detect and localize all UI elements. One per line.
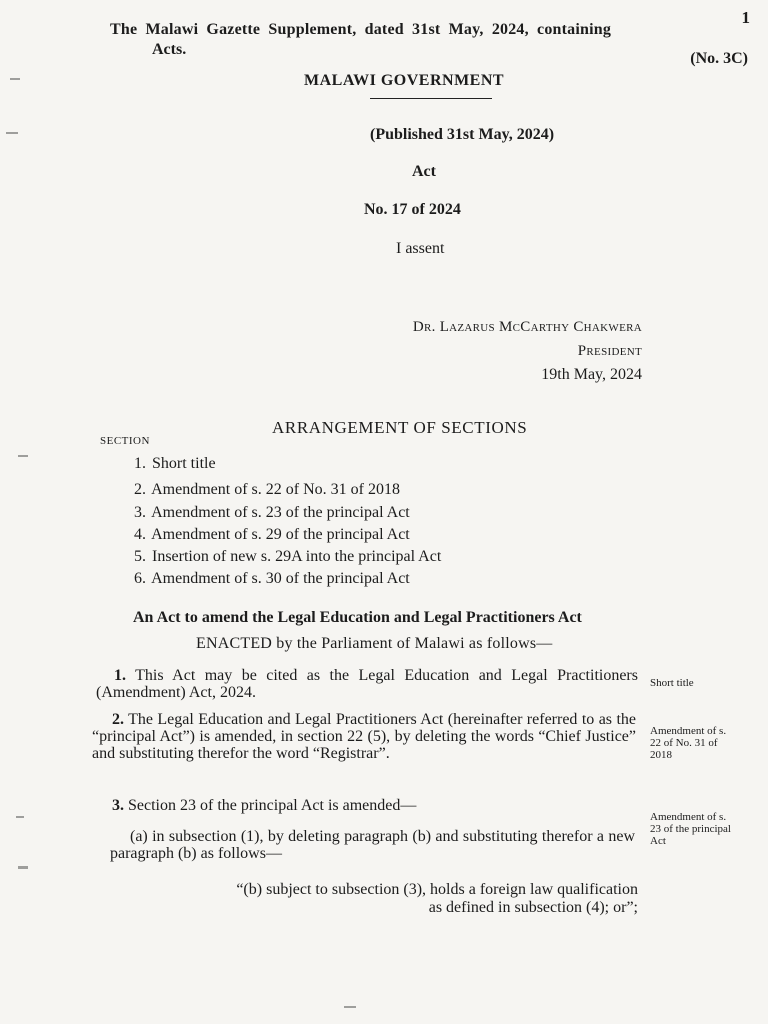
gazette-header-line-1: The Malawi Gazette Supplement, dated 31st May, 2024, containing [110,21,612,38]
toc-item-number: 6. [134,570,146,587]
scan-speck [18,866,28,869]
section-1-margin-note: Short title [650,677,694,689]
toc-item [112,481,400,499]
section-2-margin-note: Amendment of s. 22 of No. 31 of 2018 [650,725,727,761]
toc-item-text: Insertion of new s. 29A into the principal Act [152,548,442,565]
gazette-header-line-2: Acts. [152,41,187,58]
assent-text: I assent [396,240,445,257]
section-1-text: This Act may be cited as the Legal Education and Legal Practitioners (Amendment) Act, 2024. [96,667,638,701]
toc-item-number: 4. [134,526,146,543]
toc-item-number: 1. [134,455,146,472]
scan-speck [10,78,20,80]
toc-item [112,570,410,588]
toc-item-number: 3. [134,504,146,521]
toc-item [112,526,410,544]
toc-item-text: Amendment of s. 29 of the principal Act [151,526,410,543]
publication-date: (Published 31st May, 2024) [370,126,555,143]
long-title: An Act to amend the Legal Education and Legal Practitioners Act [133,609,582,626]
heading-rule [370,98,492,99]
section-1-number: 1. [114,667,126,684]
signatory-title: President [577,343,642,359]
toc-item [112,548,441,566]
act-number: No. 17 of 2024 [364,201,461,218]
toc-item [112,504,410,522]
government-heading: MALAWI GOVERNMENT [304,72,505,89]
section-2-text: The Legal Education and Legal Practitioners Act (hereinafter referred to as the “principal Act”) is amended, in section 22 (5), by deleting the words “Chief Justice” and substituting therefor the word “Registrar”. [92,711,636,762]
scan-speck [6,132,18,134]
enacting-formula: ENACTED by the Parliament of Malawi as follows— [196,635,553,652]
gazette-number: (No. 3C) [690,50,748,67]
subparagraph-a: (a) in subsection (1), by deleting paragraph (b) and substituting therefor a new paragraph (b) as follows— [110,828,635,862]
section-3-margin-note: Amendment of s. 23 of the principal Act [650,811,731,847]
section-2-paragraph [92,711,636,762]
page-number: 1 [741,8,750,27]
section-3-paragraph [112,797,612,814]
toc-item [112,455,216,473]
assent-date: 19th May, 2024 [541,366,642,383]
act-label: Act [412,163,436,180]
scan-speck [16,816,24,818]
section-label: SECTION [100,435,150,447]
scan-speck [344,1006,356,1008]
toc-item-number: 5. [134,548,146,565]
toc-item-text: Amendment of s. 22 of No. 31 of 2018 [151,481,400,498]
toc-item-text: Amendment of s. 30 of the principal Act [151,570,410,587]
toc-item-text: Short title [152,455,216,472]
scan-speck [18,455,28,457]
section-2-number: 2. [112,711,124,728]
toc-item-text: Amendment of s. 23 of the principal Act [151,504,410,521]
section-1-paragraph [96,667,638,701]
toc-item-number: 2. [134,481,146,498]
signatory-name: Dr. Lazarus McCarthy Chakwera [412,319,642,335]
quoted-paragraph-b: “(b) subject to subsection (3), holds a foreign law qualification as defined in subsection (4); or”; [236,881,638,916]
arrangement-heading: ARRANGEMENT OF SECTIONS [272,418,528,437]
section-3-number: 3. [112,797,124,814]
section-3-text: Section 23 of the principal Act is amended— [128,797,417,814]
